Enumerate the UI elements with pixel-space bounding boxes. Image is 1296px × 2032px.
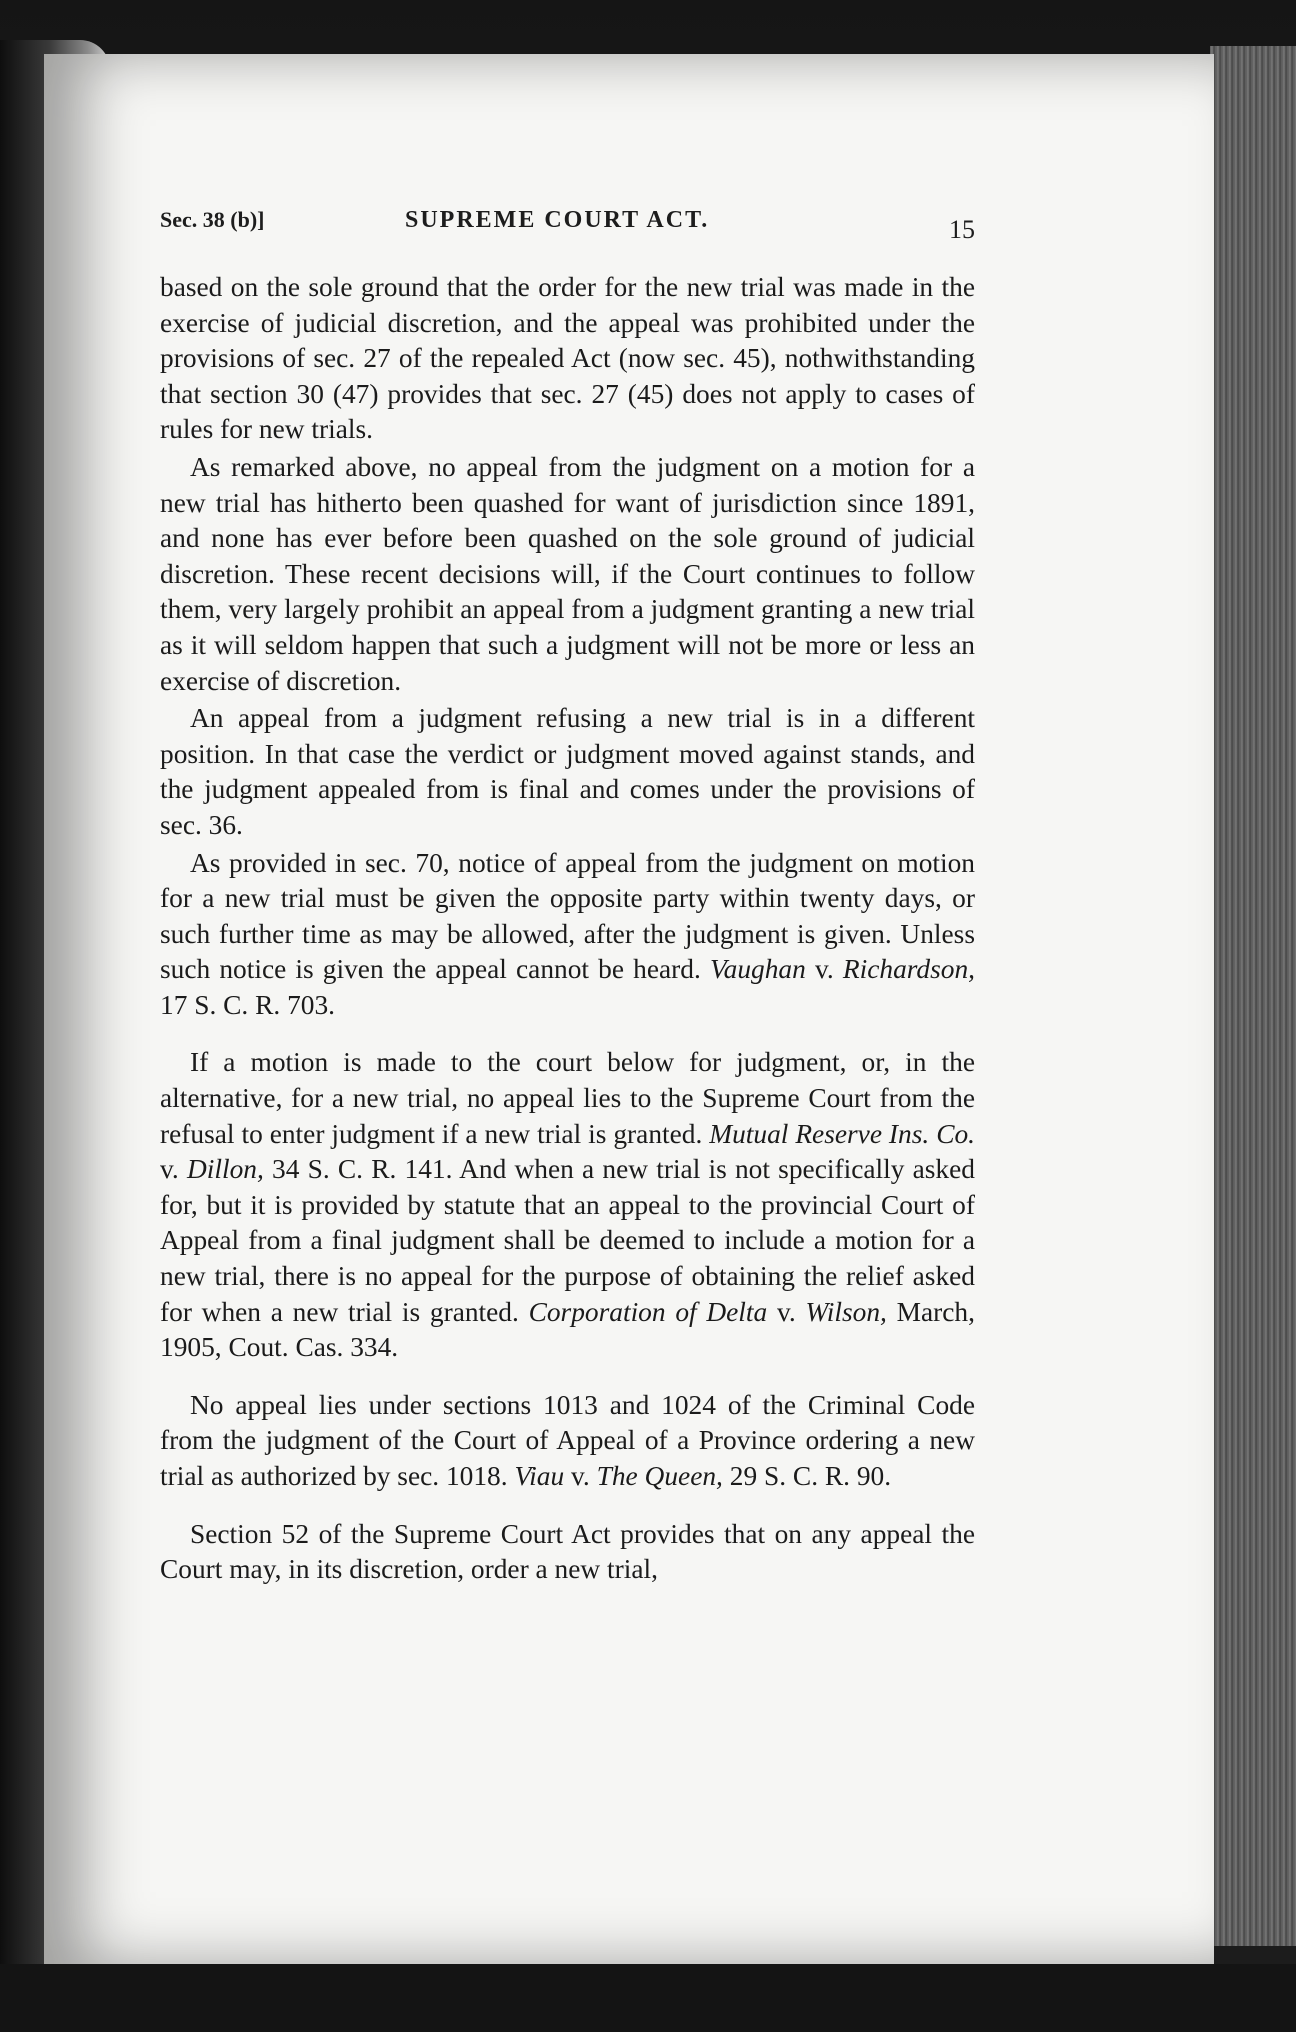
versus: v. bbox=[160, 1154, 187, 1185]
case-citation-richardson: Richardson, bbox=[842, 954, 975, 985]
case-citation-viau: Viau bbox=[514, 1461, 565, 1491]
paragraph-1: based on the sole ground that the order for the new trial was made in the exercise of judicial discretion, and the appeal was prohibited under the provisions of sec. 27 of the repealed Act (now sec. 45), nothwithstanding that section 30 (47) provides that sec. 27 (45) does not apply to cases of rules for new trials. bbox=[160, 272, 975, 445]
case-citation-vaughan: Vaughan bbox=[709, 954, 806, 985]
versus: v. bbox=[805, 954, 843, 985]
scan-bottom-margin bbox=[0, 1964, 1296, 2032]
paragraph-4 bbox=[160, 846, 975, 1024]
case-citation-mutual-reserve: Mutual Reserve Ins. Co. bbox=[709, 1118, 976, 1149]
report-citation: 17 S. C. R. 703. bbox=[160, 989, 336, 1020]
paragraph-6-text: No appeal lies under sections 1013 and 1024 of the Criminal Code from the judgment of the Court of Appeal of a Province ordering a new trial as authorized by sec. 1018. bbox=[160, 1389, 975, 1491]
page-body bbox=[160, 270, 975, 1588]
paragraph-5 bbox=[160, 1045, 975, 1365]
versus: v. bbox=[564, 1461, 597, 1491]
section-reference: Sec. 38 (b)] bbox=[160, 207, 265, 232]
paragraph-4-text: As provided in sec. 70, notice of appeal from the judgment on motion for a new trial must be given the opposite party within twenty days, or such further time as may be allowed, after the judgment is given. Unless such notice is given the appeal cannot be heard. bbox=[160, 847, 975, 985]
paragraph-3: An appeal from a judgment refusing a new trial is in a different position. In that case the verdict or judgment moved against stands, and the judgment appealed from is final and comes under the provisions of sec. 36. bbox=[160, 703, 975, 840]
paragraph-5-text: If a motion is made to the court below for judgment, or, in the alternative, for a new trial, no appeal lies to the Supreme Court from the refusal to enter judgment if a new trial is granted. bbox=[160, 1047, 975, 1149]
running-title: SUPREME COURT ACT. bbox=[405, 207, 710, 233]
running-header bbox=[160, 205, 975, 245]
report-citation: March, 1905, Cout. Cas. 334. bbox=[160, 1296, 975, 1363]
versus: v. bbox=[767, 1296, 806, 1327]
paragraph-2: As remarked above, no appeal from the judgment on a motion for a new trial has hitherto been quashed for want of jurisdiction since 1891, and none has ever before been quashed on the sole ground of judicial discretion. These recent decisions will, if the Court continues to follow them, very largely prohibit an appeal from a judgment granting a new trial as it will seldom happen that such a judgment will not be more or less an exercise of discretion. bbox=[160, 451, 975, 696]
paragraph-5-middle: 34 S. C. R. 141. And when a new trial is not specifically asked for, but it is provided by statute that an appeal to the provincial Court of Appeal from a final judgment shall be deemed to include a motion for a new trial, there is no appeal for the purpose of obtaining the relief asked for when a new trial is granted. bbox=[160, 1154, 975, 1327]
case-citation-wilson: Wilson, bbox=[805, 1296, 887, 1327]
case-citation-dillon: Dillon, bbox=[186, 1154, 264, 1185]
paragraph-7: Section 52 of the Supreme Court Act provides that on any appeal the Court may, in its discretion, order a new trial, bbox=[160, 1518, 975, 1585]
case-citation-delta: Corporation of Delta bbox=[528, 1296, 768, 1327]
page-number: 15 bbox=[949, 215, 975, 244]
paragraph-6 bbox=[160, 1388, 975, 1495]
case-citation-queen: The Queen, bbox=[596, 1461, 723, 1491]
report-citation: 29 S. C. R. 90. bbox=[722, 1461, 892, 1491]
book-page-stack-edge bbox=[1210, 46, 1296, 1946]
